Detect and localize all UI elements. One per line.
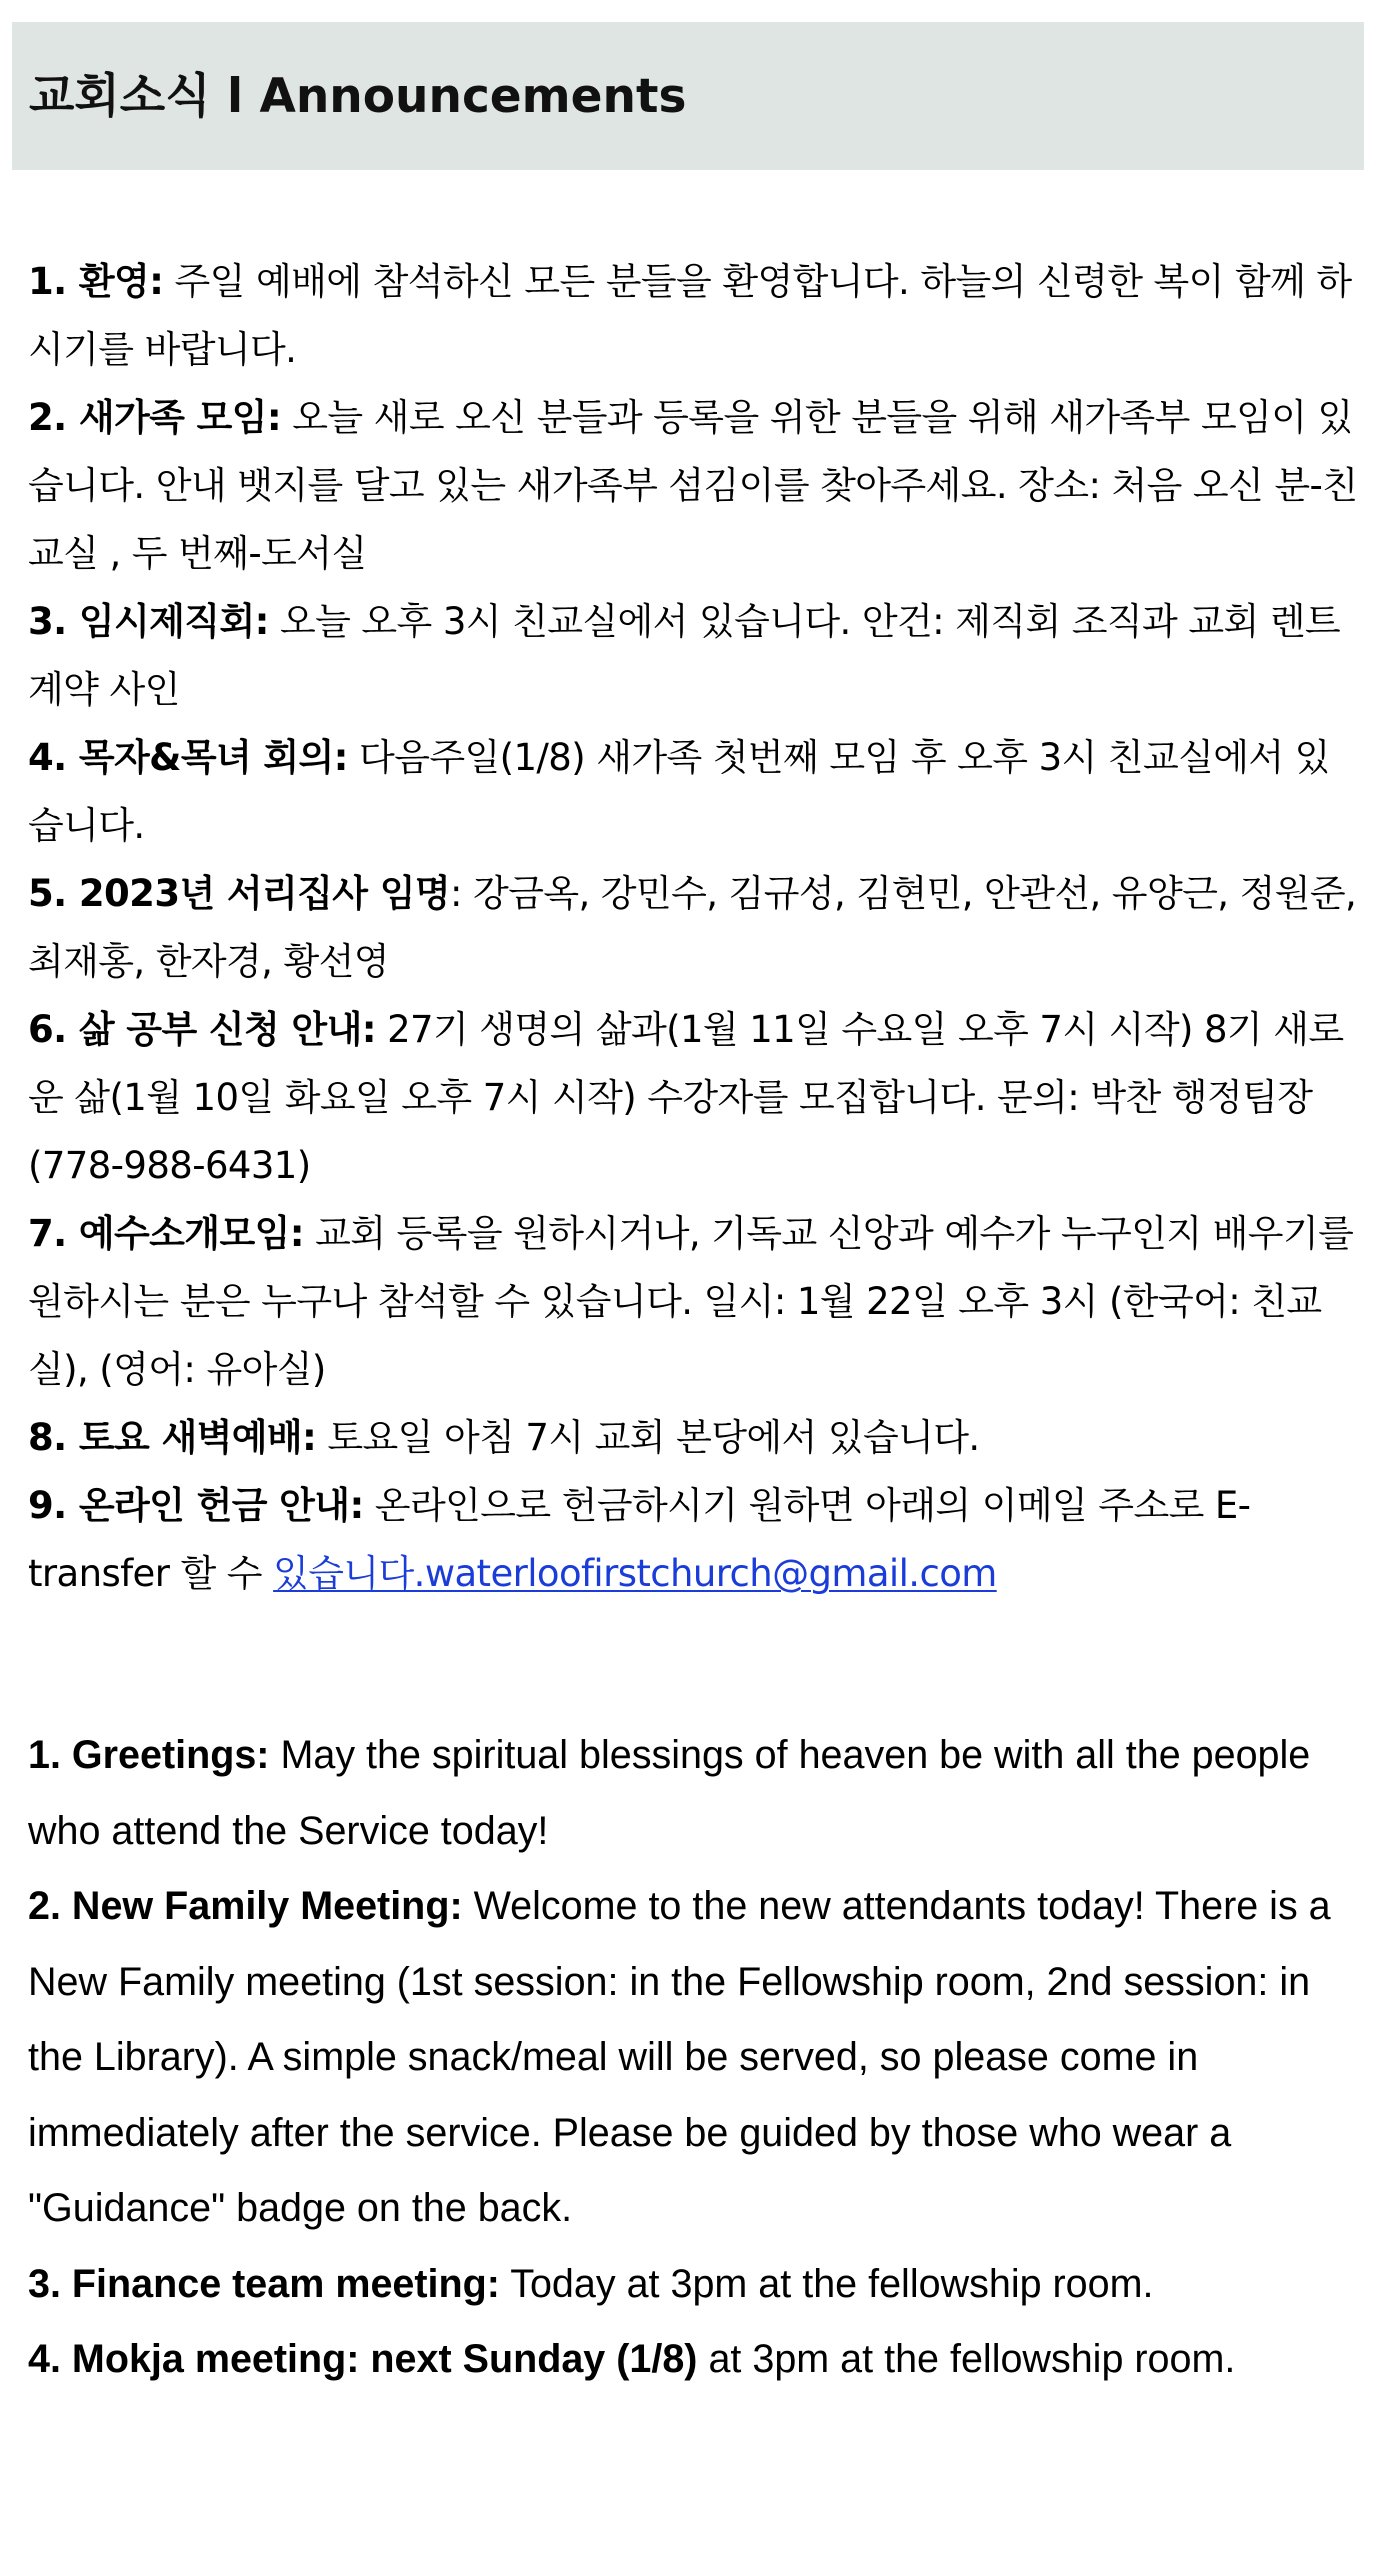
korean-announcement-item <box>28 860 1363 996</box>
announcement-label: 3. 임시제직회: <box>28 600 269 643</box>
announcement-label: 7. 예수소개모임: <box>28 1212 304 1255</box>
announcement-text: 토요일 아침 7시 교회 본당에서 있습니다. <box>316 1416 980 1459</box>
announcement-label: 2. New Family Meeting: <box>28 1884 463 1928</box>
announcement-label: 2. 새가족 모임: <box>28 396 282 439</box>
page-title: 교회소식 l Announcements <box>29 68 687 124</box>
announcement-label: 4. Mokja meeting: next Sunday (1/8) <box>28 2337 698 2381</box>
announcement-label: 4. 목자&목녀 회의: <box>28 736 348 779</box>
announcement-label: 9. 온라인 헌금 안내: <box>28 1484 364 1527</box>
english-announcement-item <box>28 1718 1363 1869</box>
korean-announcement-item <box>28 588 1363 724</box>
announcement-label: 5. 2023년 서리집사 임명 <box>28 872 451 915</box>
announcement-text: Today at 3pm at the fellowship room. <box>499 2261 1154 2306</box>
english-announcement-list <box>28 1718 1363 2398</box>
korean-announcement-item <box>28 1404 1363 1472</box>
korean-announcement-item <box>28 1472 1363 1608</box>
korean-announcement-item <box>28 724 1363 860</box>
announcement-text: : 강금옥, 강민수, 김규성, 김현민, 안관선, 유양근, 정원준, 최재홍, 한자경, 황선영 <box>28 872 1357 983</box>
korean-announcement-item <box>28 384 1363 588</box>
announcement-text: 오늘 새로 오신 분들과 등록을 위한 분들을 위해 새가족부 모임이 있습니다. 안내 뱃지를 달고 있는 새가족부 섬김이를 찾아주세요. 장소: 처음 오신 분-친교실 , 두 번째-도서실 <box>28 396 1358 575</box>
korean-announcement-item <box>28 1200 1363 1404</box>
announcement-text: Welcome to the new attendants today! There is a New Family meeting (1st session: in the Fellowship room, 2nd session: in the Library). A simple snack/meal will be served, so please come in immediately after the service. Please be guided by those who wear a "Guidance" badge on the back. <box>28 1884 1331 2230</box>
korean-announcement-item <box>28 996 1363 1200</box>
announcement-text: 오늘 오후 3시 친교실에서 있습니다. 안건: 제직회 조직과 교회 렌트 계약 사인 <box>28 600 1341 711</box>
english-announcement-item <box>28 2247 1363 2323</box>
korean-announcement-list <box>28 248 1363 1608</box>
announcement-text: 주일 예배에 참석하신 모든 분들을 환영합니다. 하늘의 신령한 복이 함께 하시기를 바랍니다. <box>28 260 1352 371</box>
korean-announcement-item <box>28 248 1363 384</box>
announcement-text: 온라인으로 헌금하시기 원하면 아래의 이메일 주소로 E-transfer 할 수 <box>28 1484 1251 1595</box>
english-announcement-item <box>28 2322 1363 2398</box>
english-announcement-item <box>28 1869 1363 2247</box>
announcement-text: May the spiritual blessings of heaven be with all the people who attend the Service today! <box>28 1733 1311 1853</box>
announcement-text: at 3pm at the fellowship room. <box>697 2337 1236 2381</box>
header-band <box>12 22 1364 170</box>
announcement-text: 27기 생명의 삶과(1월 11일 수요일 오후 7시 시작) 8기 새로운 삶(1월 10일 화요일 오후 7시 시작) 수강자를 모집합니다. 문의: 박찬 행정팀장(778-988-6431) <box>28 1008 1344 1187</box>
announcement-label: 3. Finance team meeting: <box>28 2261 500 2306</box>
announcement-label: 6. 삶 공부 신청 안내: <box>28 1008 376 1051</box>
email-link[interactable]: 있습니다.waterloofirstchurch@gmail.com <box>273 1552 997 1595</box>
announcement-text: 교회 등록을 원하시거나, 기독교 신앙과 예수가 누구인지 배우기를 원하시는 분은 누구나 참석할 수 있습니다. 일시: 1월 22일 오후 3시 (한국어: 친교실), (영어: 유아실) <box>28 1212 1354 1391</box>
announcement-text: 다음주일(1/8) 새가족 첫번째 모임 후 오후 3시 친교실에서 있습니다. <box>28 736 1330 847</box>
announcement-label: 1. Greetings: <box>28 1733 270 1777</box>
announcement-label: 1. 환영: <box>28 260 164 303</box>
announcement-label: 8. 토요 새벽예배: <box>28 1416 317 1459</box>
